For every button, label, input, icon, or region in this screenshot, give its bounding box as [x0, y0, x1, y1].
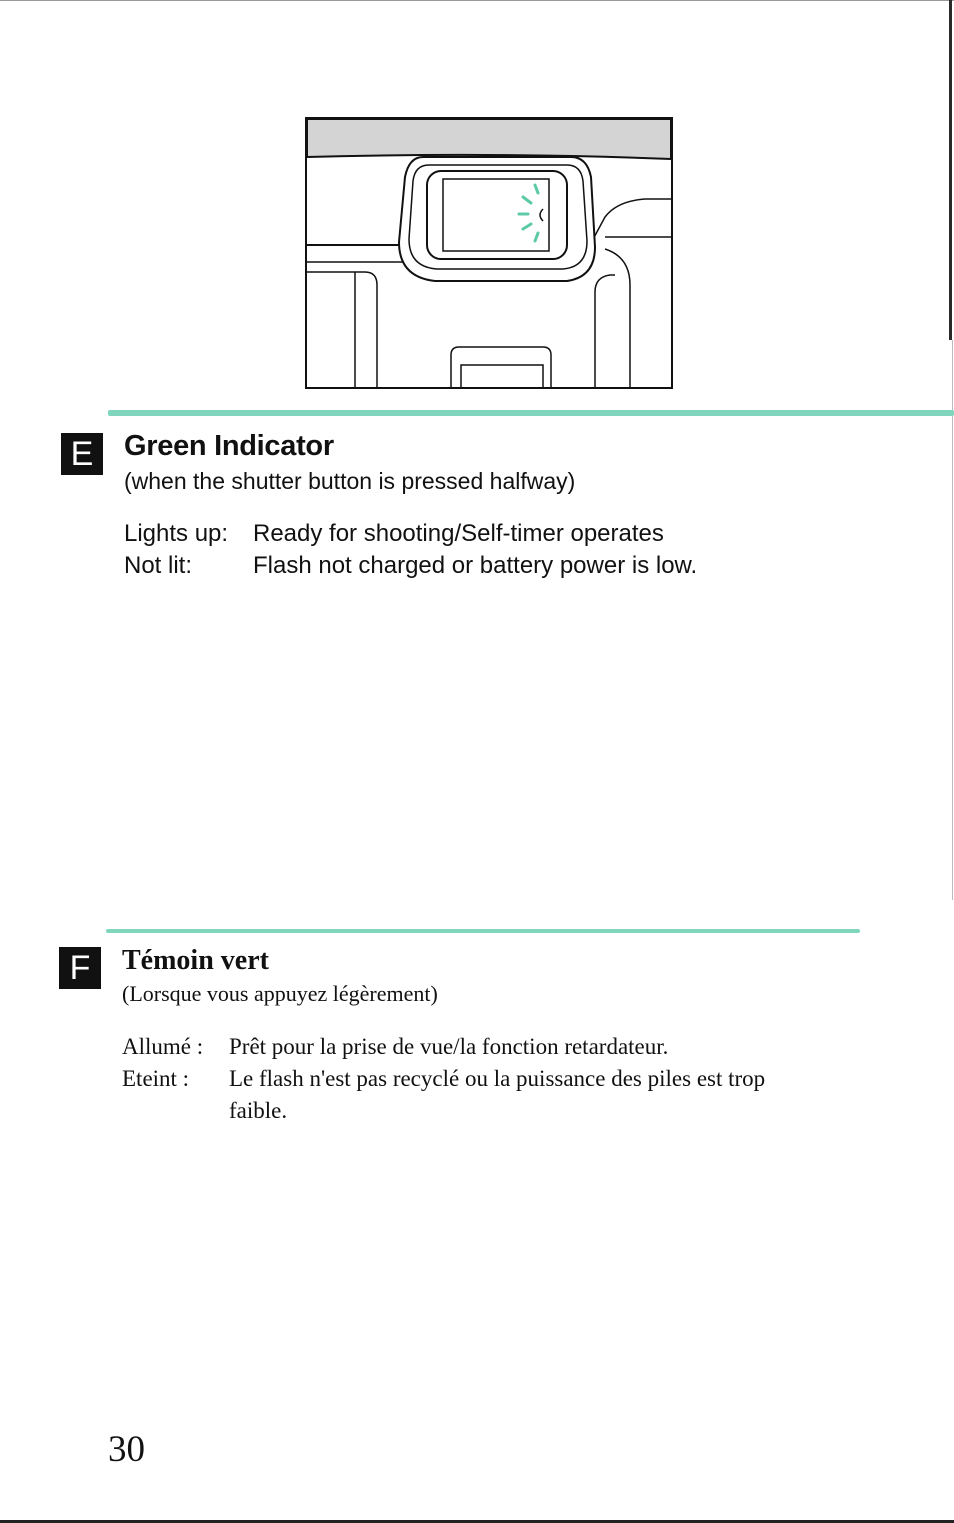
indicator-state-list	[122, 1031, 822, 1127]
state-term: Eteint :	[122, 1066, 190, 1091]
section-subtitle: (when the shutter button is pressed halfway)	[124, 468, 576, 494]
section-subtitle: (Lorsque vous appuyez légèrement)	[122, 981, 438, 1006]
state-definition: Flash not charged or battery power is low.	[253, 552, 698, 579]
page-number: 30	[108, 1429, 145, 1470]
section-english	[124, 428, 824, 582]
state-definition: Ready for shooting/Self-timer operates	[253, 520, 664, 547]
state-term: Lights up:	[124, 520, 229, 547]
list-item	[124, 550, 824, 582]
section-divider-e	[108, 410, 954, 416]
language-badge-f: F	[59, 947, 101, 989]
list-item	[122, 1031, 822, 1063]
section-divider-f	[106, 929, 860, 933]
page-top-edge	[0, 0, 954, 1]
list-item	[122, 1063, 822, 1127]
indicator-state-list	[124, 518, 824, 582]
section-french	[122, 943, 822, 1127]
section-title: Témoin vert	[122, 945, 269, 976]
language-badge-e: E	[61, 433, 103, 475]
state-term: Allumé :	[122, 1034, 204, 1059]
state-definition: Le flash n'est pas recyclé ou la puissance des piles est trop faible.	[229, 1066, 766, 1123]
camera-viewfinder-indicator-illustration	[305, 117, 673, 389]
state-definition: Prêt pour la prise de vue/la fonction retardateur.	[229, 1034, 669, 1059]
section-title: Green Indicator	[124, 430, 334, 462]
state-term: Not lit:	[124, 552, 193, 579]
list-item	[124, 518, 824, 550]
page-right-edge	[947, 0, 954, 1523]
